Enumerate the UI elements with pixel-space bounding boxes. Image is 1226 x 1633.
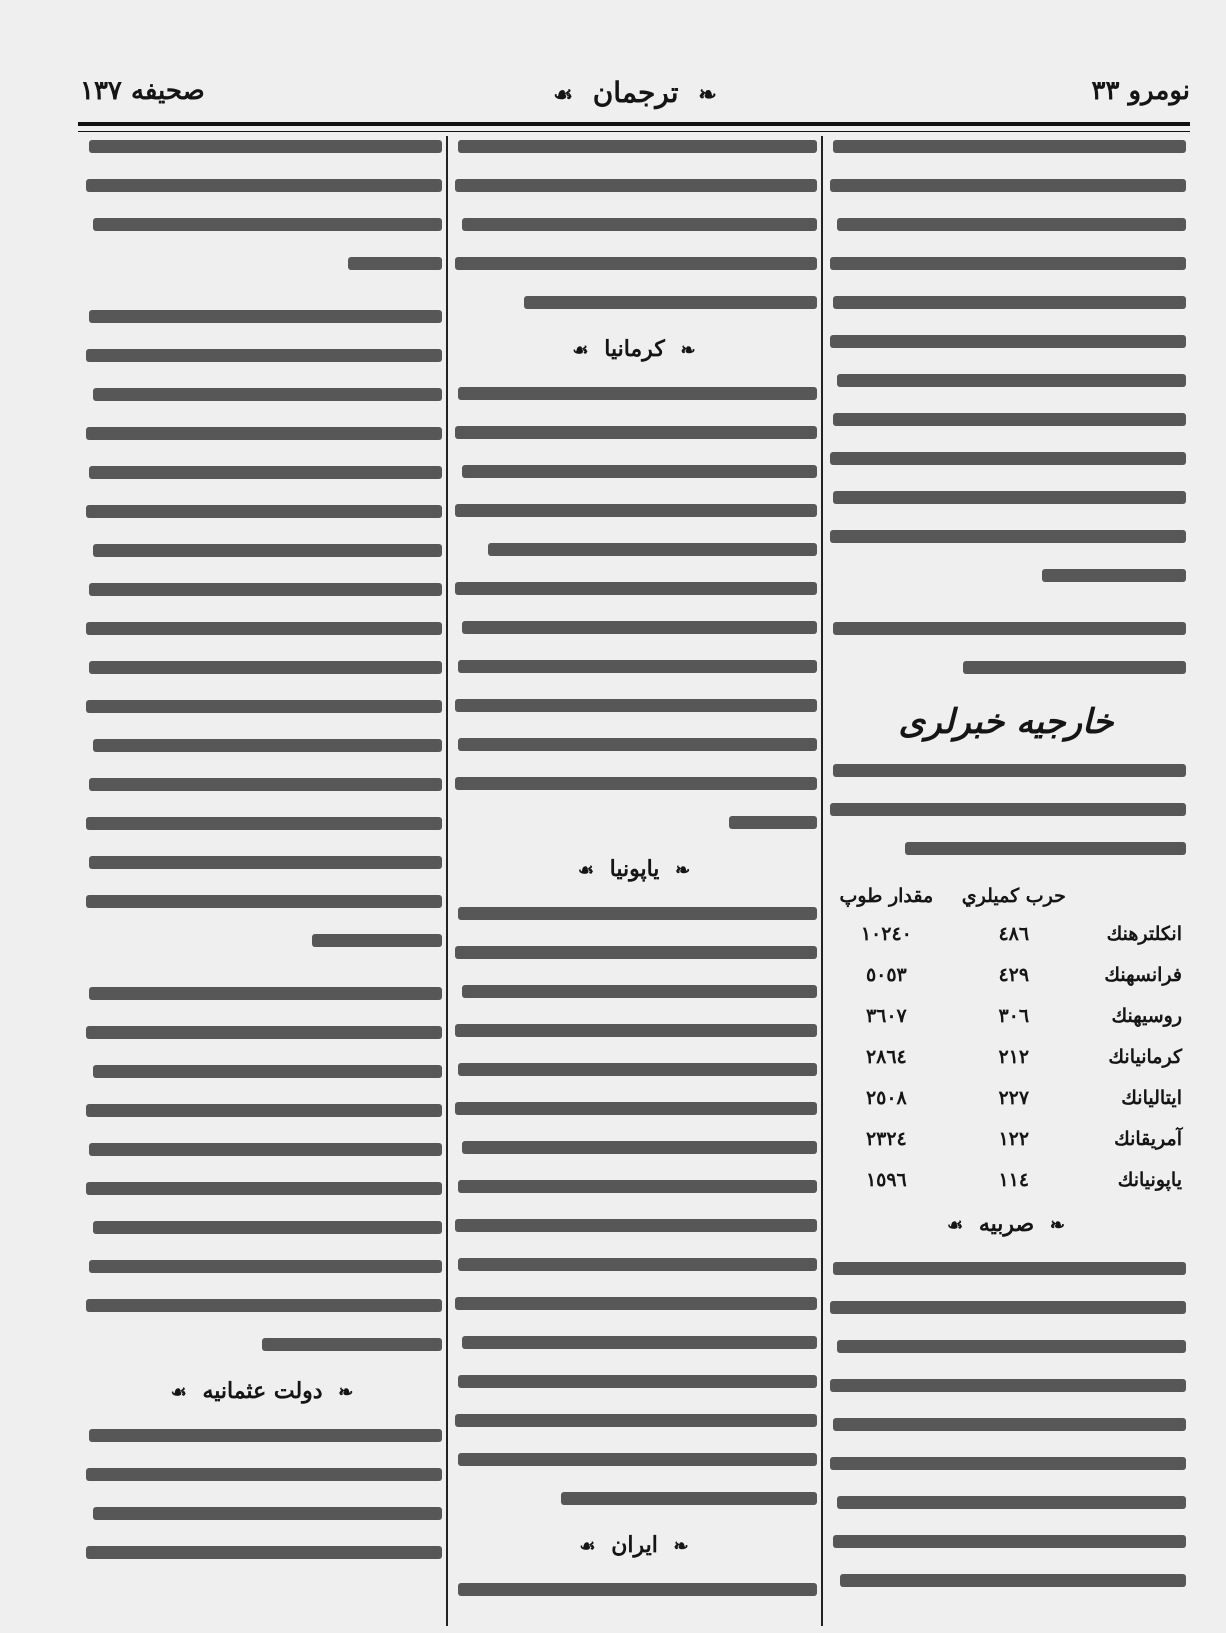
ornament-icon: ☙ (170, 1382, 187, 1403)
cell-country: ياپونيانك (1117, 1169, 1182, 1191)
cell-ships: ٢٢٧ (998, 1087, 1030, 1109)
cell-guns: ١٥٩٦ (865, 1169, 907, 1191)
cell-country: فرانسهنك (1104, 964, 1182, 986)
title-text: ترجمان (592, 76, 679, 109)
ornament-icon: ❧ (680, 340, 696, 361)
column-right (826, 140, 1186, 1613)
table-row (826, 1081, 1186, 1122)
cell-guns: ٢٣٢٤ (865, 1128, 907, 1150)
cell-country: روسيهنك (1111, 1005, 1182, 1027)
ornament-icon: ❧ (1049, 1215, 1065, 1236)
issue-number: نومرو ٣٣ (1091, 76, 1190, 106)
masthead-rule-thin (78, 131, 1190, 132)
cell-country: كرمانيانك (1108, 1046, 1182, 1068)
ornament-icon: ☙ (947, 1215, 964, 1236)
heading-text: كرمانيا (604, 336, 665, 362)
cell-guns: ٥٠٥٣ (865, 964, 907, 986)
table-row (826, 917, 1186, 958)
column-left (82, 140, 442, 1585)
table-row (826, 1122, 1186, 1163)
column-divider (446, 136, 448, 1626)
table-row (826, 1040, 1186, 1081)
table-header-row (826, 881, 1186, 917)
fleet-table (826, 881, 1186, 1204)
ornament-icon: ❧ (673, 1536, 689, 1557)
cell-ships: ٣٠٦ (998, 1005, 1030, 1027)
cell-ships: ١٢٢ (998, 1128, 1030, 1150)
cell-ships: ٤٨٦ (998, 923, 1030, 945)
cell-ships: ١١٤ (998, 1169, 1030, 1191)
ornament-icon: ☙ (553, 82, 573, 108)
header-country (1081, 881, 1186, 917)
ornament-icon: ❧ (675, 860, 691, 881)
cell-country: انكلترهنك (1106, 923, 1182, 945)
ornament-icon: ☙ (577, 860, 594, 881)
cell-guns: ٢٥٠٨ (865, 1087, 907, 1109)
cell-guns: ٣٦٠٧ (865, 1005, 907, 1027)
section-heading-ottoman (82, 1377, 442, 1405)
column-middle (451, 140, 817, 1622)
heading-text: دولت عثمانيه (202, 1378, 323, 1404)
table-row (826, 999, 1186, 1040)
heading-text: ايران (611, 1532, 658, 1558)
cell-country: ايتاليانك (1121, 1087, 1182, 1109)
section-heading-germany (451, 335, 817, 363)
header-guns: مقدار طوپ (839, 885, 934, 907)
cell-ships: ٢١٢ (998, 1046, 1030, 1068)
column-divider (821, 136, 823, 1626)
ornament-icon: ☙ (579, 1536, 596, 1557)
section-heading-iran (451, 1531, 817, 1559)
table-row (826, 958, 1186, 999)
section-heading-foreign-news: خارجیه خبرلری (898, 702, 1114, 742)
newspaper-title (80, 76, 1190, 109)
ornament-icon: ❧ (698, 82, 717, 108)
section-heading-serbia (826, 1210, 1186, 1238)
masthead (80, 70, 1190, 120)
cell-ships: ٤٢٩ (998, 964, 1030, 986)
ornament-icon: ❧ (338, 1382, 354, 1403)
header-ships: حرب كميلري (961, 885, 1066, 907)
heading-text: ياپونيا (609, 856, 660, 882)
section-heading-japan (451, 855, 817, 883)
cell-country: آمريقانك (1114, 1128, 1182, 1150)
heading-text: صربيه (978, 1211, 1035, 1237)
cell-guns: ٢٨٦٤ (865, 1046, 907, 1068)
ornament-icon: ☙ (572, 340, 589, 361)
cell-guns: ١٠٢٤٠ (860, 923, 912, 945)
masthead-rule (78, 122, 1190, 126)
table-row (826, 1163, 1186, 1204)
page-number: صحيفه ١٣٧ (80, 76, 205, 106)
